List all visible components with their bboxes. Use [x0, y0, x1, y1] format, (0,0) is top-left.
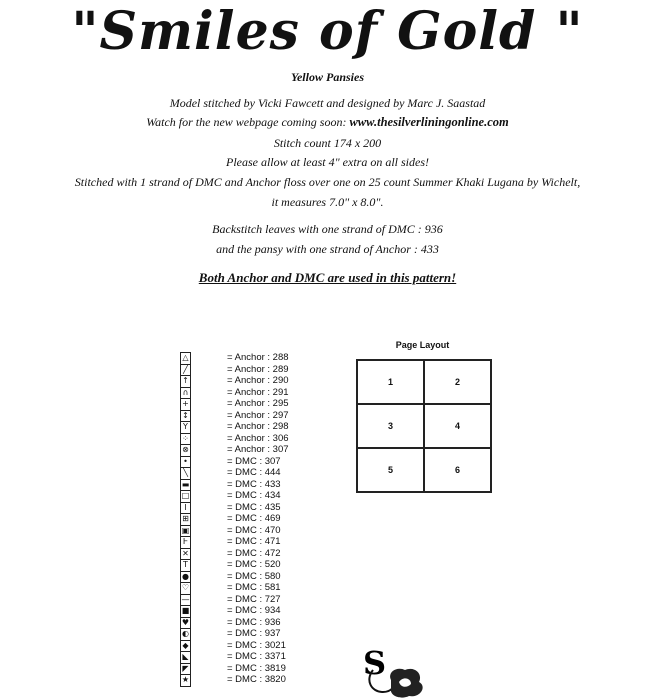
key-label: = Anchor : 307: [227, 444, 289, 455]
key-label: = DMC : 3021: [227, 639, 286, 651]
key-symbol-icon: ◆: [180, 640, 191, 653]
webpage-prefix: Watch for the new webpage coming soon:: [146, 115, 350, 129]
backstitch-line-1: Backstitch leaves with one strand of DMC : 936: [212, 222, 443, 236]
pattern-subtitle: Yellow Pansies: [290, 70, 364, 84]
key-row: [180, 674, 320, 686]
key-symbol-icon: ●: [180, 571, 191, 584]
key-row: [180, 421, 320, 433]
webpage-line: [0, 115, 655, 130]
key-symbol-icon: ∩: [180, 387, 191, 400]
key-symbol-icon: ◤: [180, 663, 191, 676]
key-row: [180, 490, 320, 502]
key-symbol-icon: +: [180, 398, 191, 411]
key-label: = Anchor : 290: [227, 375, 289, 386]
key-label: = DMC : 936: [227, 616, 281, 628]
floss-notice: Both Anchor and DMC are used in this pattern!: [198, 270, 457, 285]
key-symbol-icon: •: [180, 456, 191, 469]
key-symbol-icon: Y: [180, 421, 191, 434]
key-row: [180, 375, 320, 387]
key-symbol-icon: ╱: [180, 364, 191, 377]
webpage-url[interactable]: www.thesilverliningonline.com: [349, 115, 509, 129]
key-row: [180, 605, 320, 617]
key-symbol-icon: T: [180, 559, 191, 572]
key-symbol-icon: ⁘: [180, 433, 191, 446]
key-row: [180, 467, 320, 479]
measure-line: it measures 7.0" x 8.0".: [271, 195, 384, 209]
key-symbol-icon: Ⱶ: [180, 536, 191, 549]
key-label: = Anchor : 291: [227, 386, 289, 398]
key-label: = Anchor : 306: [227, 432, 289, 444]
key-symbol-icon: ★: [180, 674, 191, 687]
pattern-title: "Smiles of Gold ": [71, 1, 584, 62]
key-label: = DMC : 3820: [227, 674, 286, 685]
page-layout-title: Page Layout: [395, 340, 450, 350]
key-label: = DMC : 435: [227, 501, 281, 513]
key-label: = DMC : 469: [227, 513, 281, 524]
page-cell: 2: [424, 360, 491, 404]
key-row: [180, 456, 320, 468]
key-row: [180, 513, 320, 525]
key-row: [180, 651, 320, 663]
key-row: [180, 444, 320, 456]
key-row: [180, 548, 320, 560]
key-symbol-icon: ↕: [180, 410, 191, 423]
key-symbol-icon: ↑: [180, 375, 191, 388]
key-row: [180, 410, 320, 422]
key-label: = DMC : 581: [227, 582, 281, 593]
key-symbol-icon: ■: [180, 605, 191, 618]
key-symbol-icon: ♡: [180, 582, 191, 595]
stitch-count-line: Stitch count 174 x 200: [273, 136, 382, 150]
key-label: = DMC : 433: [227, 478, 281, 490]
key-symbol-icon: □: [180, 490, 191, 503]
backstitch-line-2: and the pansy with one strand of Anchor : 433: [216, 242, 439, 256]
key-row: [180, 525, 320, 537]
logo-letter: S: [363, 644, 387, 682]
key-row: [180, 352, 320, 364]
key-row: [180, 571, 320, 583]
extra-allowance-line: Please allow at least 4" extra on all sides!: [225, 155, 429, 169]
key-row: [180, 640, 320, 652]
page-layout-grid: [356, 359, 492, 493]
key-symbol-icon: ♥: [180, 617, 191, 630]
key-label: = DMC : 471: [227, 536, 281, 547]
key-label: = DMC : 307: [227, 455, 281, 467]
key-row: [180, 364, 320, 376]
key-label: = Anchor : 288: [227, 352, 289, 363]
page-cell: 3: [357, 404, 424, 448]
key-label: = DMC : 727: [227, 593, 281, 605]
designer-logo: [357, 640, 429, 699]
key-symbol-icon: △: [180, 352, 191, 365]
key-label: = DMC : 470: [227, 524, 281, 536]
key-row: [180, 502, 320, 514]
key-row: [180, 559, 320, 571]
key-row: [180, 387, 320, 399]
key-label: = DMC : 580: [227, 570, 281, 582]
key-symbol-icon: ▬: [180, 479, 191, 492]
page-cell: 4: [424, 404, 491, 448]
key-label: = Anchor : 298: [227, 421, 289, 432]
key-label: = DMC : 444: [227, 467, 281, 478]
designer-line: Model stitched by Vicki Fawcett and designed by Marc J. Saastad: [169, 96, 486, 110]
key-label: = DMC : 3819: [227, 662, 286, 674]
page-cell: 1: [357, 360, 424, 404]
key-symbol-icon: ╲: [180, 467, 191, 480]
page-cell: 5: [357, 448, 424, 492]
key-label: = DMC : 3371: [227, 651, 286, 662]
key-symbol-icon: ✕: [180, 548, 191, 561]
key-symbol-icon: I: [180, 502, 191, 515]
key-label: = DMC : 520: [227, 559, 281, 570]
key-symbol-icon: ▣: [180, 525, 191, 538]
key-row: [180, 628, 320, 640]
key-row: [180, 398, 320, 410]
key-symbol-icon: ◐: [180, 628, 191, 641]
key-row: [180, 617, 320, 629]
key-symbol-icon: —: [180, 594, 191, 607]
key-row: [180, 433, 320, 445]
key-row: [180, 536, 320, 548]
fabric-line: Stitched with 1 strand of DMC and Anchor floss over one on 25 count Summer Khaki Lugana by Wichelt,: [74, 175, 581, 189]
key-symbol-icon: ⊞: [180, 513, 191, 526]
key-label: = Anchor : 289: [227, 363, 289, 375]
key-label: = DMC : 472: [227, 547, 281, 559]
key-label: = DMC : 434: [227, 490, 281, 501]
page-cell: 6: [424, 448, 491, 492]
key-label: = Anchor : 295: [227, 398, 289, 409]
key-symbol-icon: ⊗: [180, 444, 191, 457]
key-label: = Anchor : 297: [227, 409, 289, 421]
key-row: [180, 594, 320, 606]
key-label: = DMC : 937: [227, 628, 281, 639]
key-row: [180, 479, 320, 491]
key-label: = DMC : 934: [227, 605, 281, 616]
key-symbol-icon: ◣: [180, 651, 191, 664]
key-row: [180, 582, 320, 594]
key-row: [180, 663, 320, 675]
